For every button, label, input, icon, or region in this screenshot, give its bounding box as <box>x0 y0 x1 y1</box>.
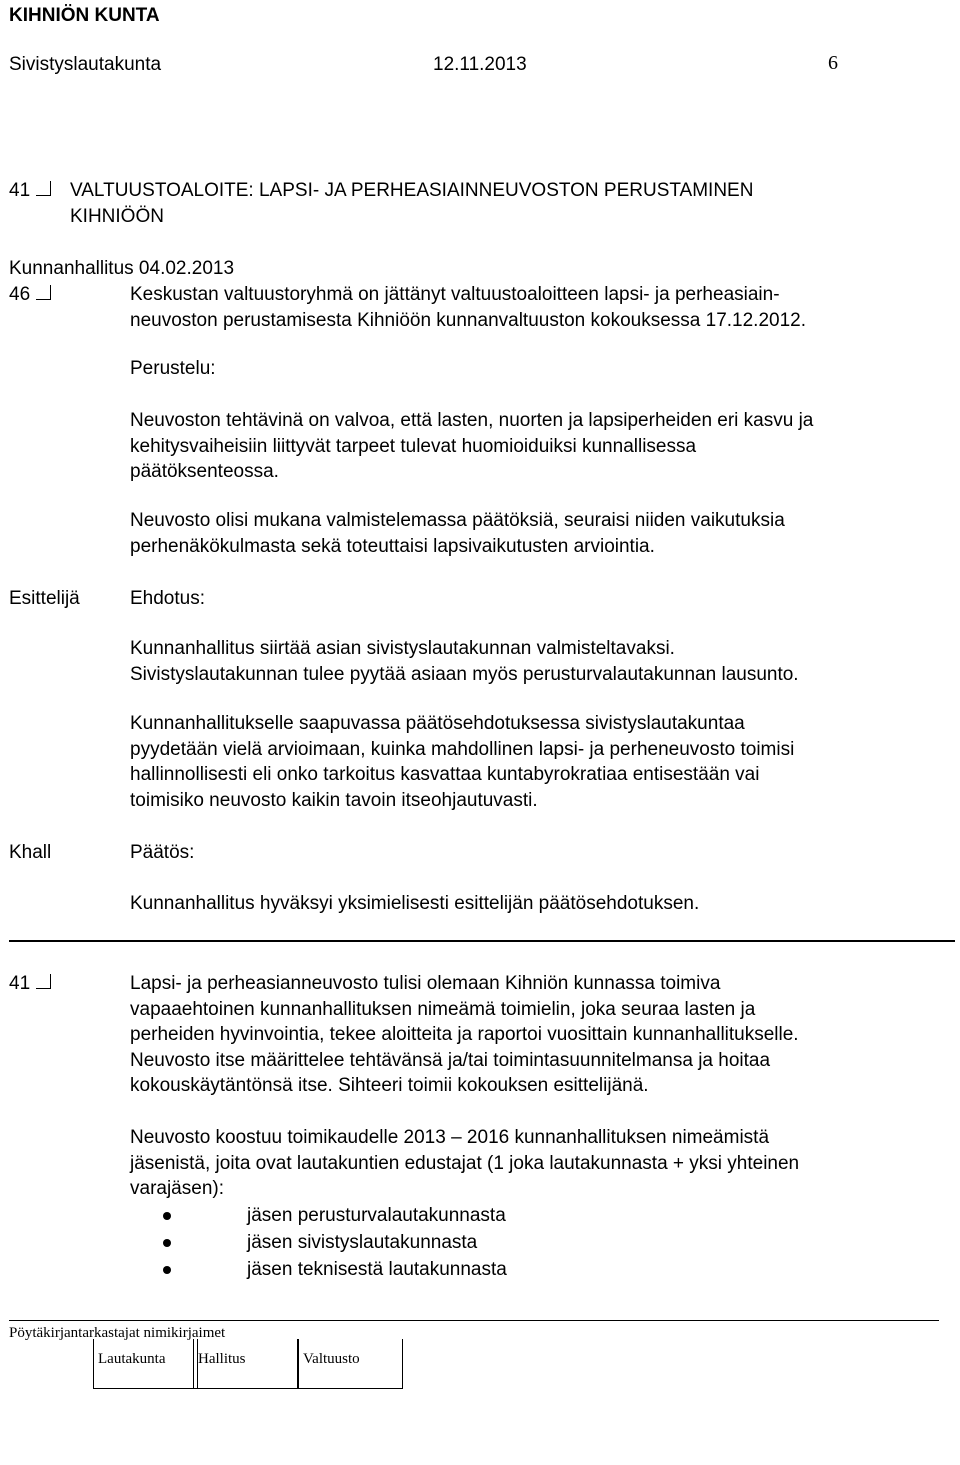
lautakunta-paragraph-2 <box>130 1125 799 1202</box>
footer-title: Pöytäkirjantarkastajat nimikirjaimet <box>9 1325 226 1341</box>
list-item-text: jäsen sivistyslautakunnasta <box>247 1232 478 1253</box>
presenter-label: Esittelijä <box>9 588 80 609</box>
section-number: 41 <box>9 180 31 201</box>
text-line: Lapsi- ja perheasianneuvosto tulisi olemaan Kihniön kunnassa toimiva <box>130 973 721 994</box>
footer-rule <box>9 1320 939 1321</box>
text-line: vapaaehtoinen kunnanhallituksen nimeämä toimielin, joka seuraa lasten ja <box>130 998 756 1020</box>
text-line: kokouskäytäntönsä itse. Sihteeri toimii kokouksen esittelijänä. <box>130 1075 649 1097</box>
text-line: kehitysvaiheisiin liittyvät tarpeet tulevat huomioiduiksi kunnallisessa <box>130 435 697 457</box>
bullet-icon <box>163 1239 171 1247</box>
text-line: varajäsen): <box>130 1178 224 1200</box>
list-item-text: jäsen perusturvalautakunnasta <box>247 1205 506 1226</box>
board-intro <box>130 282 806 333</box>
text-line: Neuvosto koostuu toimikaudelle 2013 – 2016 kunnanhallituksen nimeämistä <box>130 1127 770 1148</box>
member-list <box>130 1202 507 1283</box>
section-marker <box>36 181 51 196</box>
text-line: Sivistyslautakunnan tulee pyytää asiaan myös perusturvalautakunnan lausunto. <box>130 663 799 685</box>
section-title-line: VALTUUSTOALOITE: LAPSI- JA PERHEASIAINNEUVOSTON PERUSTAMINEN <box>70 180 754 201</box>
page-number: 6 <box>828 52 838 74</box>
text-line: Keskustan valtuustoryhmä on jättänyt valtuustoaloitteen lapsi- ja perheasiain- <box>130 284 780 305</box>
text-line: perheiden hyvinvointia, tekee aloitteita ja raportoi vuosittain kunnanhallitukselle. <box>130 1024 799 1046</box>
text-line: jäsenistä, joita ovat lautakuntien edustajat (1 joka lautakunnasta + yksi yhteinen <box>130 1152 800 1174</box>
text-line: Neuvoston tehtävinä on valvoa, että lasten, nuorten ja lapsiperheiden eri kasvu ja <box>130 410 814 431</box>
list-item <box>130 1229 507 1256</box>
proposal-paragraph-1 <box>130 636 799 687</box>
text-line: päätöksenteossa. <box>130 461 279 483</box>
meeting-date: 12.11.2013 <box>433 54 527 75</box>
text-line: Kunnanhallitukselle saapuvassa päätösehdotuksessa sivistyslautakuntaa <box>130 713 745 734</box>
khall-label: Khall <box>9 842 52 863</box>
proposal-paragraph-2 <box>130 711 794 813</box>
committee-name: Sivistyslautakunta <box>9 54 162 75</box>
footer-label-hallitus: Hallitus <box>198 1351 246 1367</box>
footer-label-valtuusto: Valtuusto <box>303 1351 360 1367</box>
reasoning-paragraph-1 <box>130 408 813 485</box>
lautakunta-paragraph-1 <box>130 971 799 1099</box>
text-line: pyydetään vielä arvioimaan, kuinka mahdollinen lapsi- ja perheneuvosto toimisi <box>130 738 795 760</box>
reasoning-paragraph-2 <box>130 508 785 559</box>
list-item-text: jäsen teknisestä lautakunnasta <box>247 1259 507 1280</box>
lautakunta-item-number: 41 <box>9 973 31 994</box>
footer-label-lautakunta: Lautakunta <box>98 1351 166 1367</box>
section-title <box>70 178 753 229</box>
text-line: Kunnanhallitus siirtää asian sivistyslautakunnan valmisteltavaksi. <box>130 638 675 659</box>
board-item-number: 46 <box>9 284 31 305</box>
text-line: Neuvosto olisi mukana valmistelemassa päätöksiä, seuraisi niiden vaikutuksia <box>130 510 785 531</box>
reasoning-label: Perustelu: <box>130 358 216 379</box>
bullet-icon <box>163 1266 171 1274</box>
proposal-label: Ehdotus: <box>130 588 205 609</box>
section-divider <box>9 940 955 942</box>
organization-name: KIHNIÖN KUNTA <box>9 5 160 26</box>
item-marker <box>36 974 51 989</box>
bullet-icon <box>163 1212 171 1220</box>
text-line: toimisiko neuvosto kaikin tavoin itseohjautuvasti. <box>130 789 538 811</box>
board-meeting-date: Kunnanhallitus 04.02.2013 <box>9 258 235 279</box>
text-line: neuvoston perustamisesta Kihniöön kunnanvaltuuston kokouksessa 17.12.2012. <box>130 309 807 331</box>
list-item <box>130 1256 507 1283</box>
list-item <box>130 1202 507 1229</box>
decision-label: Päätös: <box>130 842 195 863</box>
text-line: perhenäkökulmasta sekä toteuttaisi lapsivaikutusten arviointia. <box>130 535 655 557</box>
text-line: Neuvosto itse määrittelee tehtävänsä ja/tai toimintasuunnitelmansa ja hoitaa <box>130 1049 771 1071</box>
decision-text: Kunnanhallitus hyväksyi yksimielisesti esittelijän päätösehdotuksen. <box>130 893 700 914</box>
item-marker <box>36 285 51 300</box>
text-line: hallinnollisesti eli onko tarkoitus kasvattaa kuntabyrokratiaa entisestään vai <box>130 764 760 786</box>
section-title-line: KIHNIÖÖN <box>70 205 164 227</box>
